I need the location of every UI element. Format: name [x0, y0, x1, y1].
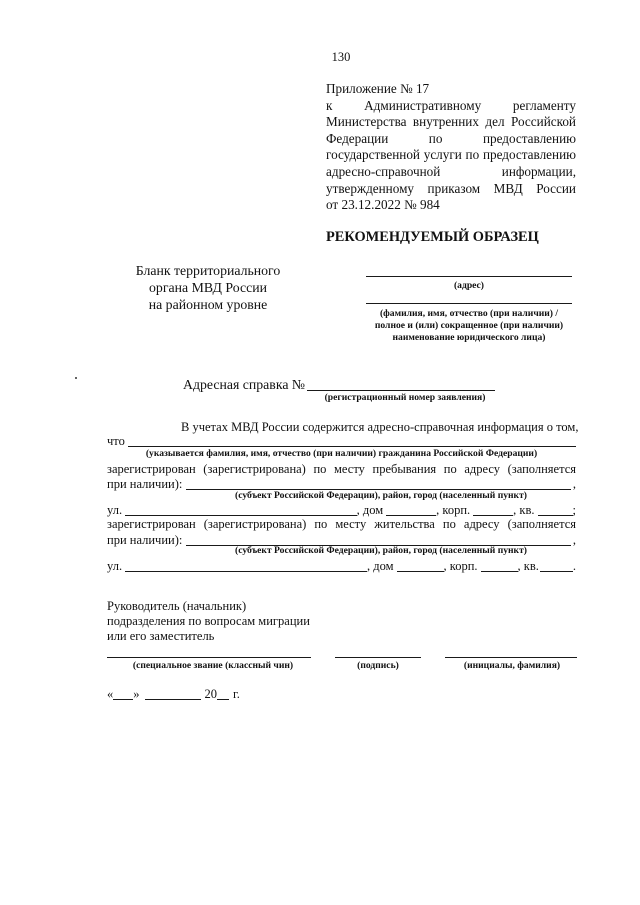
name-blank-line [445, 657, 577, 658]
issuer-block [108, 262, 308, 313]
recipient-name-caption [346, 308, 592, 344]
certificate-title: Адресная справка № [183, 377, 306, 392]
street-blank [125, 561, 367, 572]
position-line: или его заместитель [107, 629, 215, 643]
if-any-label: при наличии): [107, 533, 183, 547]
issuer-line: на районном уровне [148, 297, 268, 312]
day-blank [113, 689, 133, 700]
position-line: подразделения по вопросам миграции [107, 614, 310, 628]
rank-blank-line [107, 657, 311, 658]
year-prefix: 20 [204, 687, 217, 701]
address-caption: (адрес) [453, 280, 484, 291]
stay-address-heading: зарегистрирован (зарегистрирована) по месту пребывания по адресу (заполняется [107, 462, 576, 476]
position-line: Руководитель (начальник) [107, 599, 247, 613]
certificate-number-caption: (регистрационный номер заявления) [324, 392, 486, 403]
person-row [107, 434, 576, 448]
building-blank [473, 505, 513, 516]
appendix-block [326, 81, 576, 214]
building-blank [481, 561, 518, 572]
page-number: 130 [331, 50, 351, 64]
if-any-label: при наличии): [107, 477, 183, 491]
punctuation: . [572, 559, 576, 573]
stay-region-blank [186, 479, 571, 490]
appendix-line: государственной услуги по предоставлению [326, 147, 576, 163]
caption-line: полное и (или) сокращенное (при наличии) [374, 320, 564, 331]
signature-caption: (подпись) [357, 660, 399, 671]
residence-address-heading: зарегистрирован (зарегистрирована) по месту жительства по адресу (заполняется [107, 517, 576, 531]
appendix-line: адресно-справочной информации, [326, 163, 576, 179]
street-label: ул. [107, 503, 123, 517]
scan-speck [75, 377, 77, 379]
street-blank [125, 505, 357, 516]
punctuation: , [572, 533, 576, 547]
building-label: , корп. [443, 559, 478, 573]
caption-line: (фамилия, имя, отчество (при наличии) / [379, 308, 559, 319]
building-label: , корп. [436, 503, 471, 517]
certificate-title-row [183, 376, 495, 393]
address-blank-line [366, 276, 572, 277]
body-intro: В учетах МВД России содержится адресно-справочная информация о том, [181, 420, 579, 434]
sample-heading: РЕКОМЕНДУЕМЫЙ ОБРАЗЕЦ [326, 229, 539, 245]
year-blank [217, 689, 229, 700]
year-suffix: г. [233, 687, 240, 701]
punctuation: , [572, 477, 576, 491]
apartment-label: , кв. [517, 559, 539, 573]
residence-region-caption: (субъект Российской Федерации), район, город (населенный пункт) [235, 545, 527, 556]
close-quote: » [133, 687, 140, 701]
apartment-blank [540, 561, 573, 572]
house-label: , дом [356, 503, 384, 517]
issuer-line: Бланк территориального [135, 263, 281, 278]
person-caption: (указывается фамилия, имя, отчество (при наличии) гражданина Российской Федерации) [145, 448, 538, 459]
signatory-position [107, 599, 310, 644]
caption-line: наименование юридического лица) [392, 332, 546, 343]
name-caption: (инициалы, фамилия) [463, 660, 561, 671]
house-label: , дом [366, 559, 394, 573]
rank-caption: (специальное звание (классный чин) [132, 660, 294, 671]
apartment-label: , кв. [513, 503, 535, 517]
apartment-blank [538, 505, 573, 516]
house-blank [386, 505, 436, 516]
appendix-line: Министерства внутренних дел Российской [326, 114, 576, 130]
residence-street-row [107, 559, 576, 573]
punctuation: ; [572, 503, 576, 517]
date-line [107, 687, 240, 701]
appendix-line: к Административному регламенту [326, 97, 576, 113]
appendix-title: Приложение № 17 [326, 81, 430, 96]
appendix-line: утвержденному приказом МВД России [326, 180, 576, 196]
that-label: что [107, 434, 125, 448]
stay-region-row [107, 477, 576, 491]
issuer-line: органа МВД России [149, 280, 267, 295]
appendix-line: Федерации по предоставлению [326, 130, 576, 146]
street-label: ул. [107, 559, 123, 573]
stay-street-row [107, 503, 576, 517]
month-blank [145, 689, 201, 700]
certificate-number-blank [307, 380, 495, 391]
person-blank [128, 436, 576, 447]
house-blank [397, 561, 444, 572]
open-quote: « [107, 687, 114, 701]
appendix-order-reference: от 23.12.2022 № 984 [326, 197, 440, 213]
recipient-name-blank-line [366, 303, 572, 304]
stay-region-caption: (субъект Российской Федерации), район, город (населенный пункт) [235, 490, 527, 501]
signature-blank-line [335, 657, 421, 658]
